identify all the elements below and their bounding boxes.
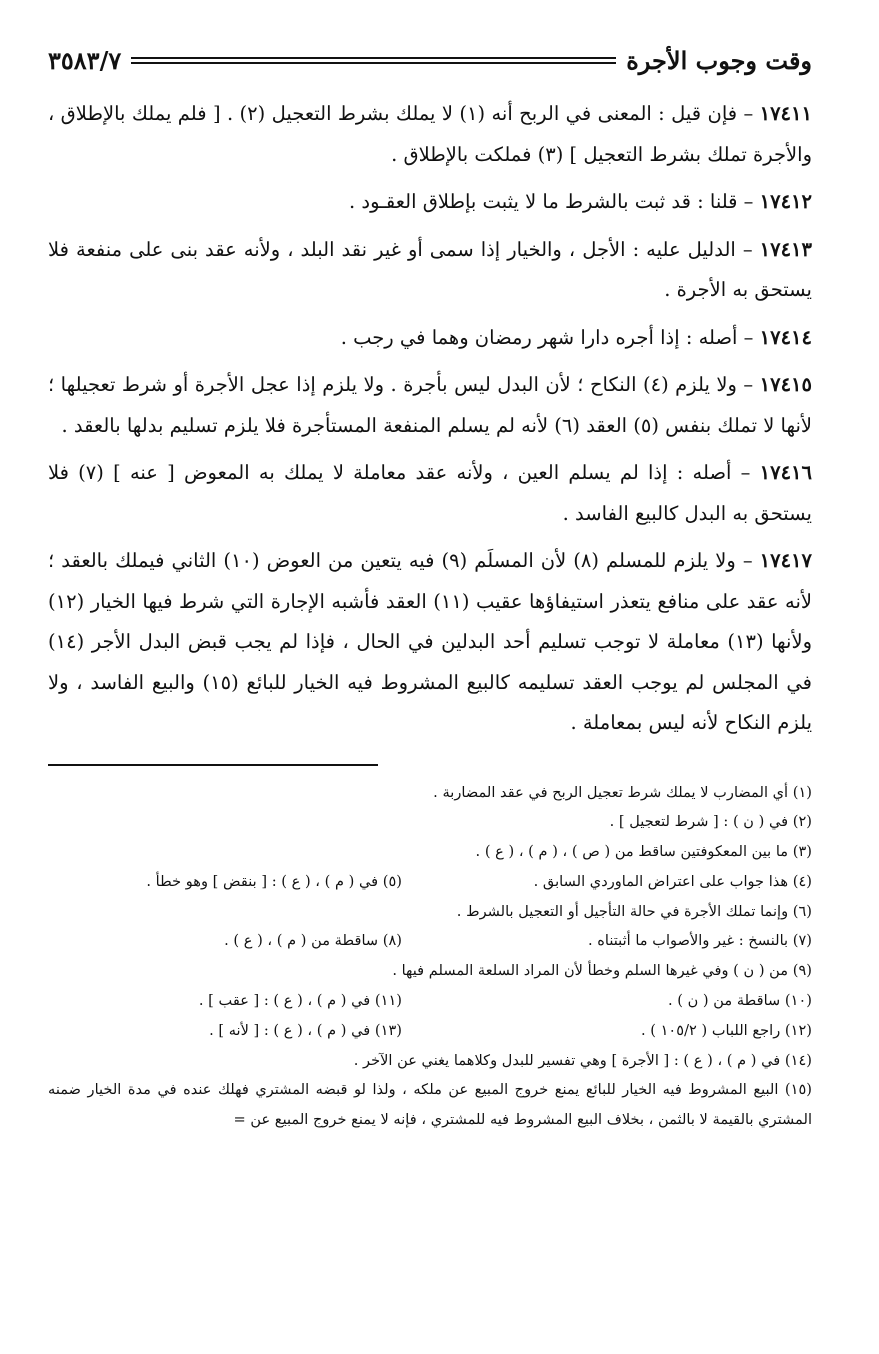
footnote: (٩) من ( ن ) وفي غيرها السلم وخطأ لأن المراد السلعة المسلم فيها .: [392, 962, 812, 980]
paragraph: [48, 230, 812, 311]
footnotes: [48, 778, 812, 1136]
paragraph-text: – أصله : إذا أجره دارا شهر رمضان وهما في رجب .: [340, 325, 760, 349]
page-header: [48, 38, 812, 82]
header-rule: [131, 57, 616, 64]
footnote: (١٣) في ( م ) ، ( ع ) : [ لأنه ] .: [209, 1021, 402, 1039]
footnote: (١٤) في ( م ) ، ( ع ) : [ الأجرة ] وهي تفسير للبدل وكلاهما يغني عن الآخر .: [353, 1051, 812, 1069]
paragraph-number: ١٧٤١٥: [759, 373, 813, 396]
paragraph-number: ١٧٤١٣: [759, 237, 812, 261]
page-number: ٣٥٨٣/٧: [48, 45, 122, 75]
paragraph-text: – قلنا : قد ثبت بالشرط ما لا يثبت بإطلاق العقـود .: [349, 190, 760, 213]
footnote: (٤) هذا جواب على اعتراض الماوردي السابق .: [533, 872, 812, 890]
paragraph-text: – فإن قيل : المعنى في الربح أنه (١) لا يملك بشرط التعجيل (٢) . [ فلم يملك بالإطلاق ، والأجرة تملك بشرط التعجيل ] (٣) فملكت بالإطلاق .: [48, 102, 812, 166]
footnote: (٢) في ( ن ) : [ شرط لتعجيل ] .: [609, 813, 812, 831]
paragraph-number: ١٧٤١٧: [759, 549, 812, 572]
paragraph-text: – الدليل عليه : الأجل ، والخيار إذا سمى أو غير نقد البلد ، ولأنه عقد بنى على منفعة فلا يستحق به الأجرة .: [48, 237, 812, 301]
main-text: [48, 94, 812, 744]
footnote: (٨) ساقطة من ( م ) ، ( ع ) .: [224, 932, 402, 950]
footnote: (١٠) ساقطة من ( ن ) .: [667, 992, 812, 1010]
footnote-row: [48, 986, 812, 1016]
footnote: (٦) وإنما تملك الأجرة في حالة التأجيل أو التعجيل بالشرط .: [456, 902, 812, 920]
running-title: وقت وجوب الأجرة: [626, 45, 812, 75]
footnote: (١) أي المضارب لا يملك شرط تعجيل الربح في عقد المضاربة .: [433, 783, 812, 801]
footnote-separator: [48, 764, 378, 766]
footnote: (٧) بالنسخ : غير والأصواب ما أثبتناه .: [588, 932, 812, 950]
footnote: (٥) في ( م ) ، ( ع ) : [ بنقض ] وهو خطأ .: [146, 872, 402, 890]
footnote: (١٢) راجع اللباب ( ١٠٥/٢ ) .: [640, 1021, 812, 1039]
paragraph-text: – ولا يلزم (٤) النكاح ؛ لأن البدل ليس بأجرة . ولا يلزم إذا عجل الأجرة أو شرط تعجيلها ؛ لأنها لا تملك بنفس (٥) العقد (٦) لأنه لم يسلم المنفعة المستأجرة فلا يلزم تسليم بدلها بالعقد .: [48, 373, 812, 437]
footnote-row: [48, 1016, 812, 1046]
paragraph-number: ١٧٤١٦: [759, 461, 813, 484]
paragraph-number: ١٧٤١١: [759, 102, 812, 125]
footnote-row: [48, 867, 812, 897]
book-page: [48, 38, 812, 1135]
paragraph: [48, 318, 812, 359]
paragraph-text: – ولا يلزم للمسلم (٨) لأن المسلَم (٩) فيه يتعين من العوض (١٠) الثاني فيملك بالعقد ؛ لأنه عقد على منافع يتعذر استيفاؤها عقيب (١١) العقد فأشبه الإجارة التي شرط فيها الخيار (١٢) ولأنها (١٣) معاملة لا توجب تسليم أحد البدلين في الحال ، فإذا لم يجب قبض البدل الأجر (١٤) في المجلس لم يوجب العقد تسليمه كالبيع المشروط فيه الخيار للبائع (١٥) والبيع الفاسد ، ولا يلزم النكاح لأنه ليس بمعاملة .: [48, 549, 813, 734]
paragraph: [48, 94, 812, 175]
paragraph: [48, 182, 812, 223]
footnote: (١٥) البيع المشروط فيه الخيار للبائع يمنع خروج المبيع عن ملكه ، ولذا لو قبضه المشتري فهلك عنده في مدة الخيار ضمنه المشتري بالقيمة لا بالثمن ، بخلاف البيع المشروط فيه للمشتري ، فإنه لا يمنع خروج المبيع عن =: [48, 1081, 812, 1129]
paragraph: [48, 365, 812, 446]
paragraph-number: ١٧٤١٢: [759, 190, 812, 213]
paragraph: [48, 453, 812, 534]
footnote: (١١) في ( م ) ، ( ع ) : [ عقب ] .: [198, 992, 402, 1010]
paragraph-number: ١٧٤١٤: [759, 325, 812, 349]
paragraph-text: – أصله : إذا لم يسلم العين ، ولأنه عقد معاملة لا يملك به المعوض [ عنه ] (٧) فلا يستحق به البدل كالبيع الفاسد .: [48, 461, 812, 525]
footnote: (٣) ما بين المعكوفتين ساقط من ( ص ) ، ( م ) ، ( ع ) .: [475, 843, 812, 861]
footnote-row: [48, 926, 812, 956]
paragraph: [48, 541, 812, 744]
